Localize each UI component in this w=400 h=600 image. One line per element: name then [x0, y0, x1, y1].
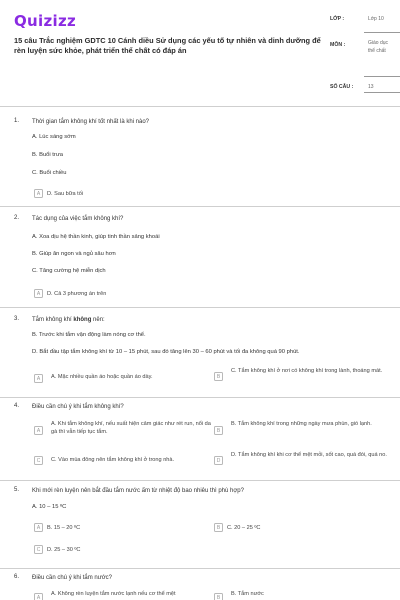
- question-number: 4.: [14, 403, 20, 409]
- question-6: [14, 574, 394, 600]
- question-number: 6.: [14, 574, 20, 580]
- question-4: [14, 403, 394, 483]
- question-number: 3.: [14, 316, 20, 322]
- answer-box-a[interactable]: A: [34, 289, 43, 298]
- question-text: Thời gian tắm không khí tốt nhất là khi nào?: [32, 119, 150, 125]
- emphasis-not: không: [73, 317, 92, 323]
- question-divider: [0, 568, 400, 569]
- answer-box-b[interactable]: B: [214, 372, 223, 381]
- option-d[interactable]: [34, 545, 80, 554]
- option-b-label: B. Tắm không khí trong những ngày mưa phùn, gió lạnh.: [231, 421, 372, 427]
- option-d-label: D. Tắm không khí khi cơ thể mệt mỏi, sốt cao, quá đói, quá no.: [231, 452, 387, 458]
- subject-value: Giáo dục thể chất: [368, 40, 389, 54]
- question-divider: [0, 397, 400, 398]
- option-d[interactable]: D. Bắt đầu tập tắm không khí từ 10 – 15 phút, sau đó tăng lên 30 – 60 phút và tối đa không quá 90 phút.: [32, 349, 300, 355]
- option-d-label: D. Cả 3 phương án trên: [47, 290, 107, 297]
- option-c[interactable]: C. Tăng cường hệ miễn dịch: [32, 268, 106, 274]
- count-underline: [364, 92, 400, 93]
- question-number: 5.: [14, 487, 20, 493]
- question-divider: [0, 480, 400, 481]
- count-value: 13: [368, 84, 374, 90]
- option-c[interactable]: [214, 523, 260, 532]
- option-c-label: C. 20 – 25 ºC: [227, 524, 261, 531]
- question-text: Tắm không khí không nên:: [32, 317, 105, 323]
- answer-box-a[interactable]: A: [34, 189, 43, 198]
- class-value: Lớp 10: [368, 16, 384, 22]
- question-3: [14, 316, 394, 396]
- question-text: Điều cần chú ý khi tắm không khí?: [32, 404, 124, 410]
- subject-underline: [364, 76, 400, 77]
- option-a[interactable]: A. 10 – 15 ºC: [32, 504, 67, 510]
- option-b-label: B. Tắm nước: [231, 591, 264, 597]
- option-c[interactable]: [34, 456, 214, 468]
- answer-box-a[interactable]: A: [34, 374, 43, 383]
- answer-box-b[interactable]: B: [214, 426, 223, 435]
- option-b[interactable]: B. Buổi trưa: [32, 152, 63, 158]
- option-c-label: C. Tắm không khí ở nơi có không khí trong lành, thoáng mát.: [231, 368, 383, 374]
- option-a-label: A. Khi tắm không khí, nếu xuất hiện cảm giác như rét run, nổi da gà thì vẫn tiếp tục tắm.: [51, 421, 211, 435]
- question-divider: [0, 307, 400, 308]
- option-b[interactable]: B. Trước khi tắm vận động làm nóng cơ thể.: [32, 332, 146, 338]
- answer-box-b[interactable]: B: [214, 593, 223, 600]
- answer-box-a[interactable]: A: [34, 523, 43, 532]
- question-text: Khi mới rèn luyện nên bắt đầu tắm nước ấm từ nhiệt độ bao nhiêu thì phù hợp?: [32, 488, 244, 494]
- count-label: SỐ CÂU :: [330, 84, 354, 90]
- option-d[interactable]: [214, 452, 394, 470]
- option-b[interactable]: [214, 421, 394, 439]
- option-d-label: D. 25 – 30 ºC: [47, 546, 81, 553]
- question-2: [14, 215, 394, 305]
- option-a[interactable]: A. Xoa dịu hệ thần kinh, giúp tinh thần sảng khoái: [32, 234, 160, 240]
- question-text: Tác dụng của việc tắm không khí?: [32, 216, 124, 222]
- option-b-label: B. 15 – 20 ºC: [47, 524, 81, 531]
- question-text: Điều cần chú ý khi tắm nước?: [32, 575, 112, 581]
- answer-box-b[interactable]: B: [214, 523, 223, 532]
- answer-box-a[interactable]: A: [34, 426, 43, 435]
- option-d[interactable]: [34, 289, 106, 298]
- option-a-label: A. Mặc nhiều quần áo hoặc quần áo dày.: [51, 374, 153, 380]
- answer-box-c[interactable]: C: [34, 545, 43, 554]
- option-a-label: A. Không rèn luyện tắm nước lạnh nếu cơ thể mệt: [51, 591, 176, 597]
- subject-label: MÔN :: [330, 42, 346, 48]
- class-underline: [364, 32, 400, 33]
- quizizz-logo[interactable]: Quizizz: [14, 12, 77, 30]
- option-a[interactable]: A. Lúc sáng sớm: [32, 134, 76, 140]
- question-number: 2.: [14, 215, 20, 221]
- option-b[interactable]: [34, 523, 80, 532]
- worksheet-title: 15 câu Trắc nghiệm GDTC 10 Cánh diều Sử dụng các yếu tố tự nhiên và dinh dưỡng để rèn luyện sức khỏe, phát triển thể chất có đáp án: [14, 36, 321, 55]
- answer-box-d[interactable]: D: [214, 456, 223, 465]
- worksheet-header: [14, 12, 389, 100]
- answer-box-c[interactable]: C: [34, 456, 43, 465]
- option-b[interactable]: B. Giúp ăn ngon và ngủ sâu hơn: [32, 251, 116, 257]
- option-d[interactable]: [34, 189, 83, 198]
- question-5: [14, 487, 394, 562]
- option-a[interactable]: [34, 371, 204, 387]
- option-c-label: C. Vào mùa đông nên tắm không khí ở trong nhà.: [51, 457, 175, 463]
- option-c[interactable]: C. Buổi chiều: [32, 170, 67, 176]
- question-1: [14, 118, 394, 208]
- question-number: 1.: [14, 118, 20, 124]
- header-divider: [0, 106, 400, 107]
- question-divider: [0, 206, 400, 207]
- option-c[interactable]: [214, 368, 392, 386]
- option-a[interactable]: [34, 421, 214, 439]
- class-label: LỚP :: [330, 16, 345, 22]
- option-d-label: D. Sau bữa tối: [47, 190, 84, 197]
- answer-box-a[interactable]: A: [34, 593, 43, 600]
